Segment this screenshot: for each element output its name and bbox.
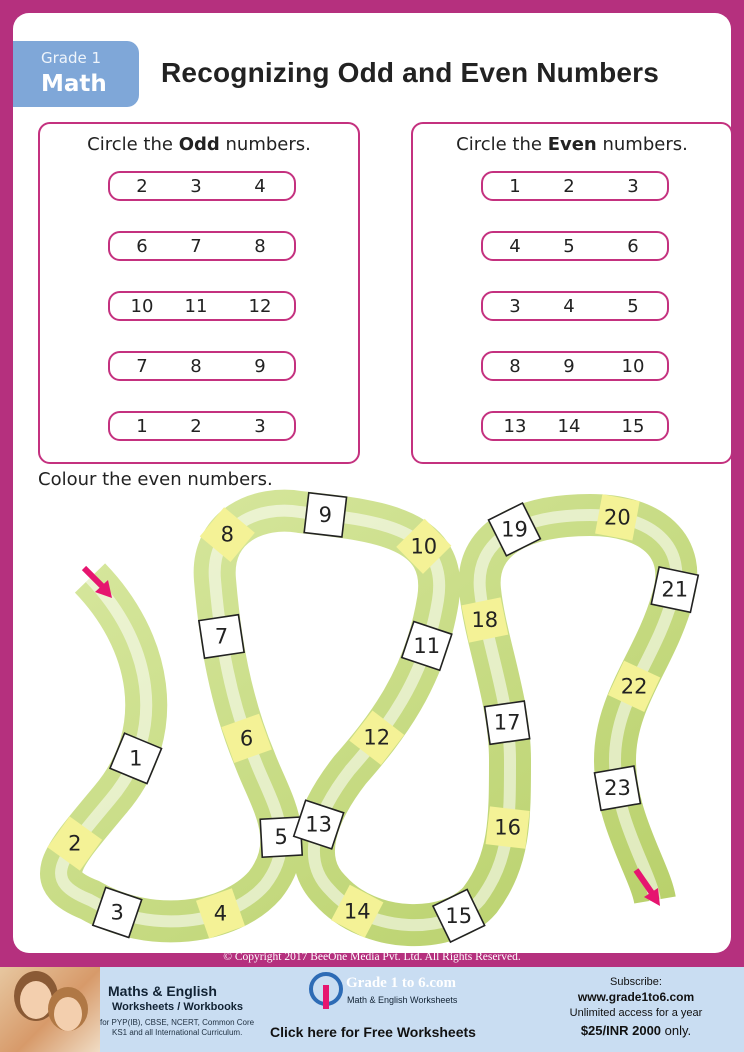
- circle-number[interactable]: 7: [190, 236, 202, 257]
- tile-number: 13: [305, 812, 333, 837]
- free-worksheets-link[interactable]: Click here for Free Worksheets: [270, 1024, 476, 1040]
- tile-number: 20: [604, 505, 631, 530]
- subscribe-label: Subscribe:: [610, 976, 662, 988]
- price-text: [536, 1023, 736, 1038]
- circle-number[interactable]: 3: [509, 296, 521, 317]
- tile-number: 17: [493, 710, 521, 735]
- circle-number[interactable]: 1: [136, 416, 148, 437]
- circle-number[interactable]: 1: [509, 176, 521, 197]
- circle-number[interactable]: 10: [130, 296, 154, 317]
- circle-number[interactable]: 8: [254, 236, 266, 257]
- circle-number[interactable]: 15: [621, 416, 645, 437]
- circle-number[interactable]: 11: [184, 296, 208, 317]
- tile-number: 11: [413, 633, 441, 658]
- circle-number[interactable]: 6: [627, 236, 639, 257]
- circle-number[interactable]: 3: [190, 176, 202, 197]
- footer-subtitle: Worksheets / Workbooks: [112, 1001, 244, 1013]
- circle-number[interactable]: 5: [563, 236, 575, 257]
- site-logo-name: Grade 1 to 6.com: [346, 975, 456, 991]
- tile-number: 15: [445, 903, 473, 928]
- tile-number: 19: [501, 517, 528, 542]
- curriculum-line: KS1 and all International Curriculum.: [112, 1028, 243, 1037]
- number-tile[interactable]: [651, 567, 698, 612]
- number-tile[interactable]: [595, 766, 641, 810]
- tile-number: 10: [410, 534, 438, 559]
- heading-text: numbers.: [602, 134, 688, 155]
- circle-number[interactable]: 12: [248, 296, 272, 317]
- number-tile[interactable]: [486, 806, 530, 848]
- number-tile[interactable]: [304, 493, 346, 537]
- circle-number[interactable]: 10: [621, 356, 645, 377]
- circle-number[interactable]: 3: [627, 176, 639, 197]
- circle-number[interactable]: 9: [254, 356, 266, 377]
- circle-number[interactable]: 8: [190, 356, 202, 377]
- tile-number: 18: [471, 608, 499, 633]
- circle-number[interactable]: 9: [563, 356, 575, 377]
- circle-number[interactable]: 2: [136, 176, 148, 197]
- grade-label: Grade 1: [41, 49, 102, 67]
- tile-number: 2: [68, 831, 82, 856]
- tile-number: 9: [318, 502, 333, 527]
- page-title: Recognizing Odd and Even Numbers: [161, 57, 660, 88]
- circle-number[interactable]: 13: [503, 416, 527, 437]
- tile-number: 6: [239, 726, 254, 751]
- subject-label: Math: [41, 71, 107, 97]
- circle-number[interactable]: 8: [509, 356, 521, 377]
- heading-text: numbers.: [225, 134, 311, 155]
- heading-text: Circle the: [87, 134, 173, 155]
- heading-text: Circle the: [456, 134, 542, 155]
- family-photo: [0, 967, 100, 1052]
- tile-number: 16: [494, 815, 522, 840]
- circle-number[interactable]: 2: [190, 416, 202, 437]
- tile-number: 23: [604, 776, 631, 801]
- circle-number[interactable]: 4: [254, 176, 266, 197]
- copyright-notice: © Copyright 2017 BeeOne Media Pvt. Ltd. All Rights Reserved.: [223, 951, 521, 963]
- footer-title: Maths & English: [108, 983, 217, 999]
- number-tile[interactable]: [461, 597, 508, 642]
- tile-number: 7: [214, 624, 229, 649]
- circle-number[interactable]: 2: [563, 176, 575, 197]
- circle-number[interactable]: 5: [627, 296, 639, 317]
- tile-number: 12: [363, 725, 391, 750]
- circle-number[interactable]: 7: [136, 356, 148, 377]
- site-url-link[interactable]: www.grade1to6.com: [577, 990, 695, 1004]
- number-tile[interactable]: [595, 494, 640, 540]
- heading-keyword: Odd: [178, 134, 220, 155]
- site-logo-icon: [308, 971, 344, 1011]
- circle-number[interactable]: 3: [254, 416, 266, 437]
- tile-number: 1: [129, 746, 143, 771]
- circle-number[interactable]: 4: [563, 296, 575, 317]
- price-suffix: only.: [664, 1023, 692, 1038]
- tile-number: 22: [620, 674, 648, 699]
- curriculum-line: for PYP(IB), CBSE, NCERT, Common Core: [100, 1018, 255, 1027]
- number-tile[interactable]: [485, 701, 530, 744]
- tile-number: 14: [343, 899, 371, 924]
- heading-keyword: Even: [547, 134, 597, 155]
- tile-number: 4: [213, 901, 228, 926]
- tile-number: 3: [110, 900, 124, 925]
- tile-number: 5: [274, 825, 288, 850]
- price-value: $25/INR 2000: [580, 1023, 662, 1038]
- site-logo-tagline: Math & English Worksheets: [347, 995, 458, 1005]
- tile-number: 8: [220, 522, 235, 547]
- footer-banner[interactable]: [0, 967, 744, 1052]
- circle-number[interactable]: 14: [557, 416, 581, 437]
- circle-number[interactable]: 4: [509, 236, 521, 257]
- tile-number: 21: [661, 577, 689, 602]
- access-text: Unlimited access for a year: [569, 1007, 703, 1019]
- number-tile[interactable]: [199, 615, 244, 659]
- colour-instruction: Colour the even numbers.: [38, 469, 273, 490]
- circle-number[interactable]: 6: [136, 236, 148, 257]
